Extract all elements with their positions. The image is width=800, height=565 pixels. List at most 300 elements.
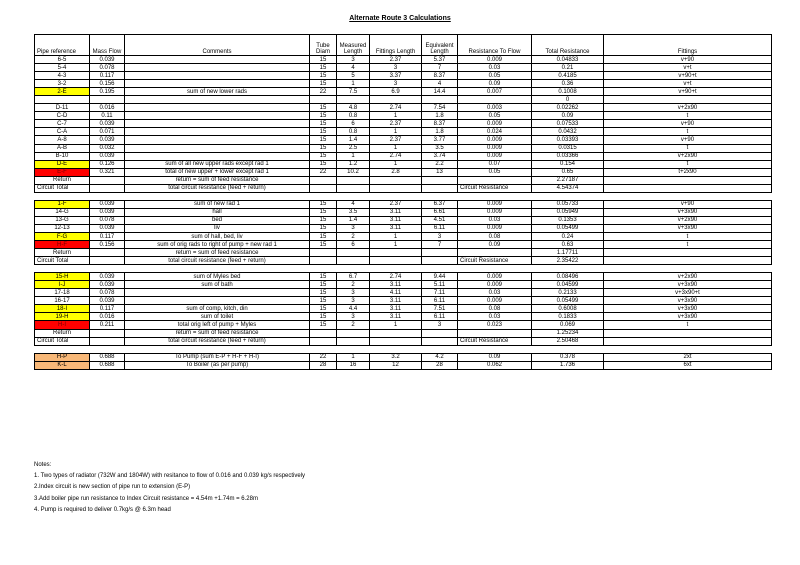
header-measured-length (337, 35, 370, 56)
spacer-cell (125, 265, 310, 273)
pipe-reference-cell: 4-3 (35, 72, 90, 80)
pipe-reference-cell: 16-17 (35, 297, 90, 305)
fittings-cell: v+3x90 (604, 313, 772, 321)
empty-cell (310, 249, 337, 257)
equivalent-length-cell: 6.37 (422, 200, 458, 208)
fittings-length-cell: 3.2 (370, 353, 422, 361)
comment-cell: total of new upper + lower except rad 1 (125, 168, 310, 176)
equivalent-length-cell: 8.37 (422, 120, 458, 128)
fittings-cell: v+3x90 (604, 281, 772, 289)
notes-heading: Notes: (34, 462, 52, 468)
fittings-cell: v+t (604, 64, 772, 72)
tube-diam-cell: 15 (310, 281, 337, 289)
pipe-reference-cell: C-A (35, 128, 90, 136)
empty-cell (422, 176, 458, 184)
empty-cell (337, 249, 370, 257)
table-row (35, 361, 772, 369)
resistance-cell: 0.09 (458, 241, 532, 249)
spacer-cell (35, 345, 90, 353)
spacer-cell (604, 345, 772, 353)
fittings-length-cell: 3.11 (370, 313, 422, 321)
empty-cell (370, 249, 422, 257)
equivalent-length-cell: 13 (422, 168, 458, 176)
table-row (35, 232, 772, 240)
resistance-cell: 0.009 (458, 224, 532, 232)
return-label: Return (35, 329, 90, 337)
fittings-cell: v+3x90 (604, 305, 772, 313)
table-row (35, 224, 772, 232)
fittings-cell (604, 96, 772, 104)
equivalent-length-cell: 1.8 (422, 112, 458, 120)
fittings-length-cell: 2.37 (370, 56, 422, 64)
resistance-cell: 0.03 (458, 313, 532, 321)
tube-diam-cell: 15 (310, 224, 337, 232)
mass-flow-cell: 0.195 (90, 88, 125, 96)
fittings-length-cell: 3.11 (370, 297, 422, 305)
circuit-total-row (35, 257, 772, 265)
measured-length-cell: 1.4 (337, 216, 370, 224)
total-resistance-cell: 0.4185 (532, 72, 604, 80)
comment-cell: sum of bath (125, 281, 310, 289)
tube-diam-cell: 15 (310, 232, 337, 240)
measured-length-cell: 4.4 (337, 305, 370, 313)
fittings-length-cell: 3.11 (370, 224, 422, 232)
total-resistance-cell: 0.63 (532, 241, 604, 249)
spacer-cell (604, 265, 772, 273)
table-row (35, 297, 772, 305)
comment-cell (125, 120, 310, 128)
table-row (35, 96, 772, 104)
resistance-cell (458, 96, 532, 104)
tube-diam-cell: 15 (310, 72, 337, 80)
spacer-cell (458, 345, 532, 353)
comment-cell (125, 72, 310, 80)
resistance-cell: 0.007 (458, 88, 532, 96)
tube-diam-cell: 15 (310, 273, 337, 281)
comment-cell: sum of hall, bed, liv (125, 232, 310, 240)
pipe-reference-cell: D-11 (35, 104, 90, 112)
fittings-cell: v+90 (604, 120, 772, 128)
total-resistance-cell: 0.0315 (532, 144, 604, 152)
fittings-cell: t (604, 321, 772, 329)
equivalent-length-cell: 5.37 (422, 56, 458, 64)
mass-flow-cell: 0.039 (90, 273, 125, 281)
table-row (35, 216, 772, 224)
pipe-reference-cell: F-G (35, 232, 90, 240)
mass-flow-cell: 0.039 (90, 208, 125, 216)
empty-cell (604, 249, 772, 257)
fittings-length-cell: 3.11 (370, 216, 422, 224)
pipe-reference-cell: I-J (35, 281, 90, 289)
fittings-length-cell: 3 (370, 64, 422, 72)
pipe-reference-cell: H-P (35, 353, 90, 361)
pipe-reference-cell: 1-F (35, 200, 90, 208)
fittings-cell: v+90+t (604, 88, 772, 96)
page-title: Alternate Route 3 Calculations (349, 15, 451, 22)
circuit-resistance-label: Circuit Resistance (458, 184, 532, 192)
header-resistance: Resistance To Flow (458, 35, 532, 56)
fittings-cell: t (604, 144, 772, 152)
fittings-length-cell: 2.37 (370, 200, 422, 208)
resistance-cell: 0.08 (458, 305, 532, 313)
spacer-cell (370, 265, 422, 273)
fittings-cell: v+t (604, 80, 772, 88)
total-resistance-cell: 0.04599 (532, 281, 604, 289)
comment-cell: sum of new lower rads (125, 88, 310, 96)
fittings-length-cell: 1 (370, 241, 422, 249)
tube-diam-cell: 15 (310, 160, 337, 168)
empty-cell (422, 184, 458, 192)
spacer-cell (532, 265, 604, 273)
comment-cell: sum of Myles bed (125, 273, 310, 281)
equivalent-length-cell: 2.2 (422, 160, 458, 168)
fittings-length-cell: 3.11 (370, 208, 422, 216)
empty-cell (337, 184, 370, 192)
table-row (35, 168, 772, 176)
empty-cell (422, 257, 458, 265)
total-resistance-cell: 0.05733 (532, 200, 604, 208)
measured-length-cell: 3 (337, 56, 370, 64)
spacer-cell (35, 265, 90, 273)
spacer-cell (370, 345, 422, 353)
measured-length-cell: 1 (337, 152, 370, 160)
table-row (35, 305, 772, 313)
spacer-cell (422, 265, 458, 273)
equivalent-length-cell: 7 (422, 241, 458, 249)
tube-diam-cell: 15 (310, 216, 337, 224)
empty-cell (422, 249, 458, 257)
pipe-reference-cell: 3-2 (35, 80, 90, 88)
total-resistance-cell: 0.6008 (532, 305, 604, 313)
empty-cell (90, 176, 125, 184)
mass-flow-cell: 0.039 (90, 120, 125, 128)
empty-cell (337, 257, 370, 265)
fittings-cell: t (604, 160, 772, 168)
fittings-cell: v+2x90 (604, 104, 772, 112)
equivalent-length-cell: 6.11 (422, 224, 458, 232)
resistance-cell: 0.009 (458, 56, 532, 64)
pipe-reference-cell: H-F (35, 241, 90, 249)
measured-length-cell: 5 (337, 72, 370, 80)
return-comment: return = sum of feed resistance (125, 329, 310, 337)
equivalent-length-cell: 28 (422, 361, 458, 369)
measured-length-cell: 3 (337, 313, 370, 321)
pipe-reference-cell: C-D (35, 112, 90, 120)
equivalent-length-cell: 1.8 (422, 128, 458, 136)
total-resistance-cell: 0.09 (532, 112, 604, 120)
tube-diam-cell: 15 (310, 80, 337, 88)
header-measured-length-line1: Measured (339, 43, 367, 49)
tube-diam-cell: 22 (310, 168, 337, 176)
return-row (35, 249, 772, 257)
header-fittings-length: Fittings Length (370, 35, 422, 56)
table-row (35, 88, 772, 96)
table-row (35, 104, 772, 112)
total-resistance-cell: 0.04833 (532, 56, 604, 64)
fittings-cell: v+90 (604, 56, 772, 64)
return-label: Return (35, 249, 90, 257)
fittings-cell: v+2x90 (604, 273, 772, 281)
table-row (35, 128, 772, 136)
fittings-length-cell: 1 (370, 112, 422, 120)
pipe-reference-cell: K-L (35, 361, 90, 369)
tube-diam-cell: 15 (310, 200, 337, 208)
tube-diam-cell: 15 (310, 120, 337, 128)
fittings-cell: v+90 (604, 136, 772, 144)
resistance-cell: 0.009 (458, 297, 532, 305)
measured-length-cell: 1.4 (337, 136, 370, 144)
measured-length-cell: 16 (337, 361, 370, 369)
spacer-cell (370, 192, 422, 200)
comment-cell: liv (125, 224, 310, 232)
spacer-cell (125, 345, 310, 353)
tube-diam-cell: 22 (310, 353, 337, 361)
header-comments: Comments (125, 35, 310, 56)
comment-cell (125, 289, 310, 297)
table-row (35, 56, 772, 64)
resistance-cell: 0.03 (458, 64, 532, 72)
empty-cell (604, 337, 772, 345)
calculations-table (34, 34, 772, 370)
return-row (35, 176, 772, 184)
comment-cell (125, 64, 310, 72)
total-resistance-cell: 1.736 (532, 361, 604, 369)
comment-cell: sum of toilet (125, 313, 310, 321)
spacer-cell (337, 265, 370, 273)
measured-length-cell: 0.8 (337, 128, 370, 136)
fittings-length-cell: 2.37 (370, 136, 422, 144)
empty-cell (604, 329, 772, 337)
note-line: 1. Two types of radiator (732W and 1804W) with resitance to flow of 0.016 and 0.039 kg/s respectively (34, 473, 306, 480)
fittings-cell: 2xt (604, 353, 772, 361)
spacer-cell (532, 345, 604, 353)
resistance-cell: 0.08 (458, 232, 532, 240)
fittings-length-cell: 2.74 (370, 104, 422, 112)
spacer-row (35, 265, 772, 273)
empty-cell (90, 257, 125, 265)
comment-cell (125, 136, 310, 144)
mass-flow-cell: 0.156 (90, 241, 125, 249)
empty-cell (310, 337, 337, 345)
measured-length-cell (337, 96, 370, 104)
circuit-total-comment: total circuit resistance (feed + return) (125, 257, 310, 265)
resistance-cell: 0.003 (458, 104, 532, 112)
fittings-length-cell: 1 (370, 128, 422, 136)
total-resistance-cell: 0.2133 (532, 289, 604, 297)
header-measured-length-line2: Length (343, 49, 363, 55)
table-row (35, 313, 772, 321)
empty-cell (337, 329, 370, 337)
spacer-row (35, 192, 772, 200)
return-total: 1.17711 (532, 249, 604, 257)
empty-cell (310, 257, 337, 265)
tube-diam-cell: 22 (310, 88, 337, 96)
total-resistance-cell: 0.24 (532, 232, 604, 240)
measured-length-cell: 2 (337, 281, 370, 289)
comment-cell: To Pump (sum E-P + H-F + H-I) (125, 353, 310, 361)
comment-cell: sum of orig rads to right of pump + new rad 1 (125, 241, 310, 249)
fittings-cell: v+3x90 (604, 208, 772, 216)
measured-length-cell: 3 (337, 289, 370, 297)
equivalent-length-cell: 5.11 (422, 281, 458, 289)
table-row (35, 72, 772, 80)
spacer-cell (125, 192, 310, 200)
fittings-cell: v+2x90 (604, 216, 772, 224)
return-comment: return = sum of feed resistance (125, 249, 310, 257)
mass-flow-cell: 0.039 (90, 56, 125, 64)
mass-flow-cell: 0.117 (90, 232, 125, 240)
spacer-cell (90, 192, 125, 200)
spacer-cell (532, 192, 604, 200)
table-row (35, 200, 772, 208)
table-row (35, 353, 772, 361)
resistance-cell: 0.05 (458, 72, 532, 80)
fittings-length-cell: 2.74 (370, 152, 422, 160)
empty-cell (310, 184, 337, 192)
fittings-cell: v+90+t (604, 72, 772, 80)
mass-flow-cell: 0.321 (90, 168, 125, 176)
comment-cell (125, 80, 310, 88)
empty-cell (90, 184, 125, 192)
equivalent-length-cell: 14.4 (422, 88, 458, 96)
empty-cell (604, 184, 772, 192)
equivalent-length-cell: 4.51 (422, 216, 458, 224)
circuit-total-comment: total circuit resistance (feed + return) (125, 337, 310, 345)
fittings-cell: 6xt (604, 361, 772, 369)
table-row (35, 321, 772, 329)
circuit-total-label: Circuit Total (35, 184, 90, 192)
measured-length-cell: 1 (337, 80, 370, 88)
resistance-cell: 0.009 (458, 208, 532, 216)
header-fittings: Fittings (604, 35, 772, 56)
equivalent-length-cell: 3.77 (422, 136, 458, 144)
spacer-cell (310, 345, 337, 353)
circuit-resistance-label: Circuit Resistance (458, 257, 532, 265)
pipe-reference-cell: 14-G (35, 208, 90, 216)
tube-diam-cell: 15 (310, 297, 337, 305)
pipe-reference-cell: 17-18 (35, 289, 90, 297)
spacer-cell (310, 265, 337, 273)
comment-cell: sum of new rad 1 (125, 200, 310, 208)
fittings-length-cell: 2.8 (370, 168, 422, 176)
total-resistance-cell: 0.03393 (532, 136, 604, 144)
total-resistance-cell: 0.03366 (532, 152, 604, 160)
pipe-reference-cell: A-8 (35, 136, 90, 144)
measured-length-cell: 6 (337, 241, 370, 249)
mass-flow-cell: 0.156 (90, 80, 125, 88)
fittings-cell: t+2x90 (604, 168, 772, 176)
equivalent-length-cell: 7.11 (422, 289, 458, 297)
mass-flow-cell (90, 96, 125, 104)
resistance-cell: 0.05 (458, 112, 532, 120)
circuit-total-row (35, 184, 772, 192)
pipe-reference-cell: 5-4 (35, 64, 90, 72)
pipe-reference-cell: B-10 (35, 152, 90, 160)
table-row (35, 120, 772, 128)
header-mass-flow: Mass Flow (90, 35, 125, 56)
resistance-cell: 0.023 (458, 321, 532, 329)
equivalent-length-cell: 3.74 (422, 152, 458, 160)
return-comment: return = sum of feed resistance (125, 176, 310, 184)
header-equivalent-length-line1: Equivalent (425, 43, 454, 49)
circuit-total-label: Circuit Total (35, 337, 90, 345)
circuit-total-label: Circuit Total (35, 257, 90, 265)
measured-length-cell: 7.5 (337, 88, 370, 96)
circuit-resistance-label: Circuit Resistance (458, 337, 532, 345)
table-row (35, 152, 772, 160)
spacer-cell (422, 345, 458, 353)
comment-cell (125, 128, 310, 136)
mass-flow-cell: 0.688 (90, 353, 125, 361)
mass-flow-cell: 0.039 (90, 200, 125, 208)
tube-diam-cell: 15 (310, 104, 337, 112)
fittings-cell: t (604, 232, 772, 240)
empty-cell (337, 176, 370, 184)
spacer-cell (90, 345, 125, 353)
fittings-length-cell: 1 (370, 232, 422, 240)
empty-cell (458, 329, 532, 337)
spacer-cell (337, 192, 370, 200)
tube-diam-cell: 15 (310, 128, 337, 136)
total-resistance-cell: 0.05499 (532, 224, 604, 232)
resistance-cell: 0.009 (458, 144, 532, 152)
tube-diam-cell: 15 (310, 241, 337, 249)
resistance-cell: 0.03 (458, 289, 532, 297)
resistance-cell: 0.07 (458, 160, 532, 168)
table-row (35, 112, 772, 120)
measured-length-cell: 1 (337, 353, 370, 361)
empty-cell (90, 249, 125, 257)
resistance-cell: 0.009 (458, 281, 532, 289)
equivalent-length-cell: 3 (422, 321, 458, 329)
equivalent-length-cell: 4 (422, 80, 458, 88)
fittings-length-cell: 1 (370, 160, 422, 168)
table-row (35, 241, 772, 249)
total-resistance-cell: 0.05949 (532, 208, 604, 216)
spacer-cell (604, 192, 772, 200)
circuit-total-row (35, 337, 772, 345)
spacer-cell (422, 192, 458, 200)
total-resistance-cell: 0.154 (532, 160, 604, 168)
mass-flow-cell: 0.071 (90, 128, 125, 136)
fittings-cell: v+3x90 (604, 224, 772, 232)
empty-cell (422, 337, 458, 345)
equivalent-length-cell: 9.44 (422, 273, 458, 281)
empty-cell (337, 337, 370, 345)
fittings-length-cell: 4.11 (370, 289, 422, 297)
fittings-length-cell: 3 (370, 80, 422, 88)
table-row (35, 64, 772, 72)
spacer-row (35, 345, 772, 353)
fittings-length-cell: 6.9 (370, 88, 422, 96)
equivalent-length-cell: 6.11 (422, 297, 458, 305)
fittings-cell: v+3x90+t (604, 289, 772, 297)
mass-flow-cell: 0.039 (90, 224, 125, 232)
empty-cell (90, 329, 125, 337)
resistance-cell: 0.024 (458, 128, 532, 136)
resistance-cell: 0.009 (458, 273, 532, 281)
total-resistance-cell: 0.069 (532, 321, 604, 329)
resistance-cell: 0.05 (458, 168, 532, 176)
header-equivalent-length (422, 35, 458, 56)
fittings-cell: t (604, 128, 772, 136)
fittings-cell: v+3x90 (604, 297, 772, 305)
pipe-reference-cell: 12-13 (35, 224, 90, 232)
resistance-cell: 0.009 (458, 136, 532, 144)
resistance-cell: 0.009 (458, 152, 532, 160)
equivalent-length-cell: 7.54 (422, 104, 458, 112)
tube-diam-cell: 28 (310, 361, 337, 369)
